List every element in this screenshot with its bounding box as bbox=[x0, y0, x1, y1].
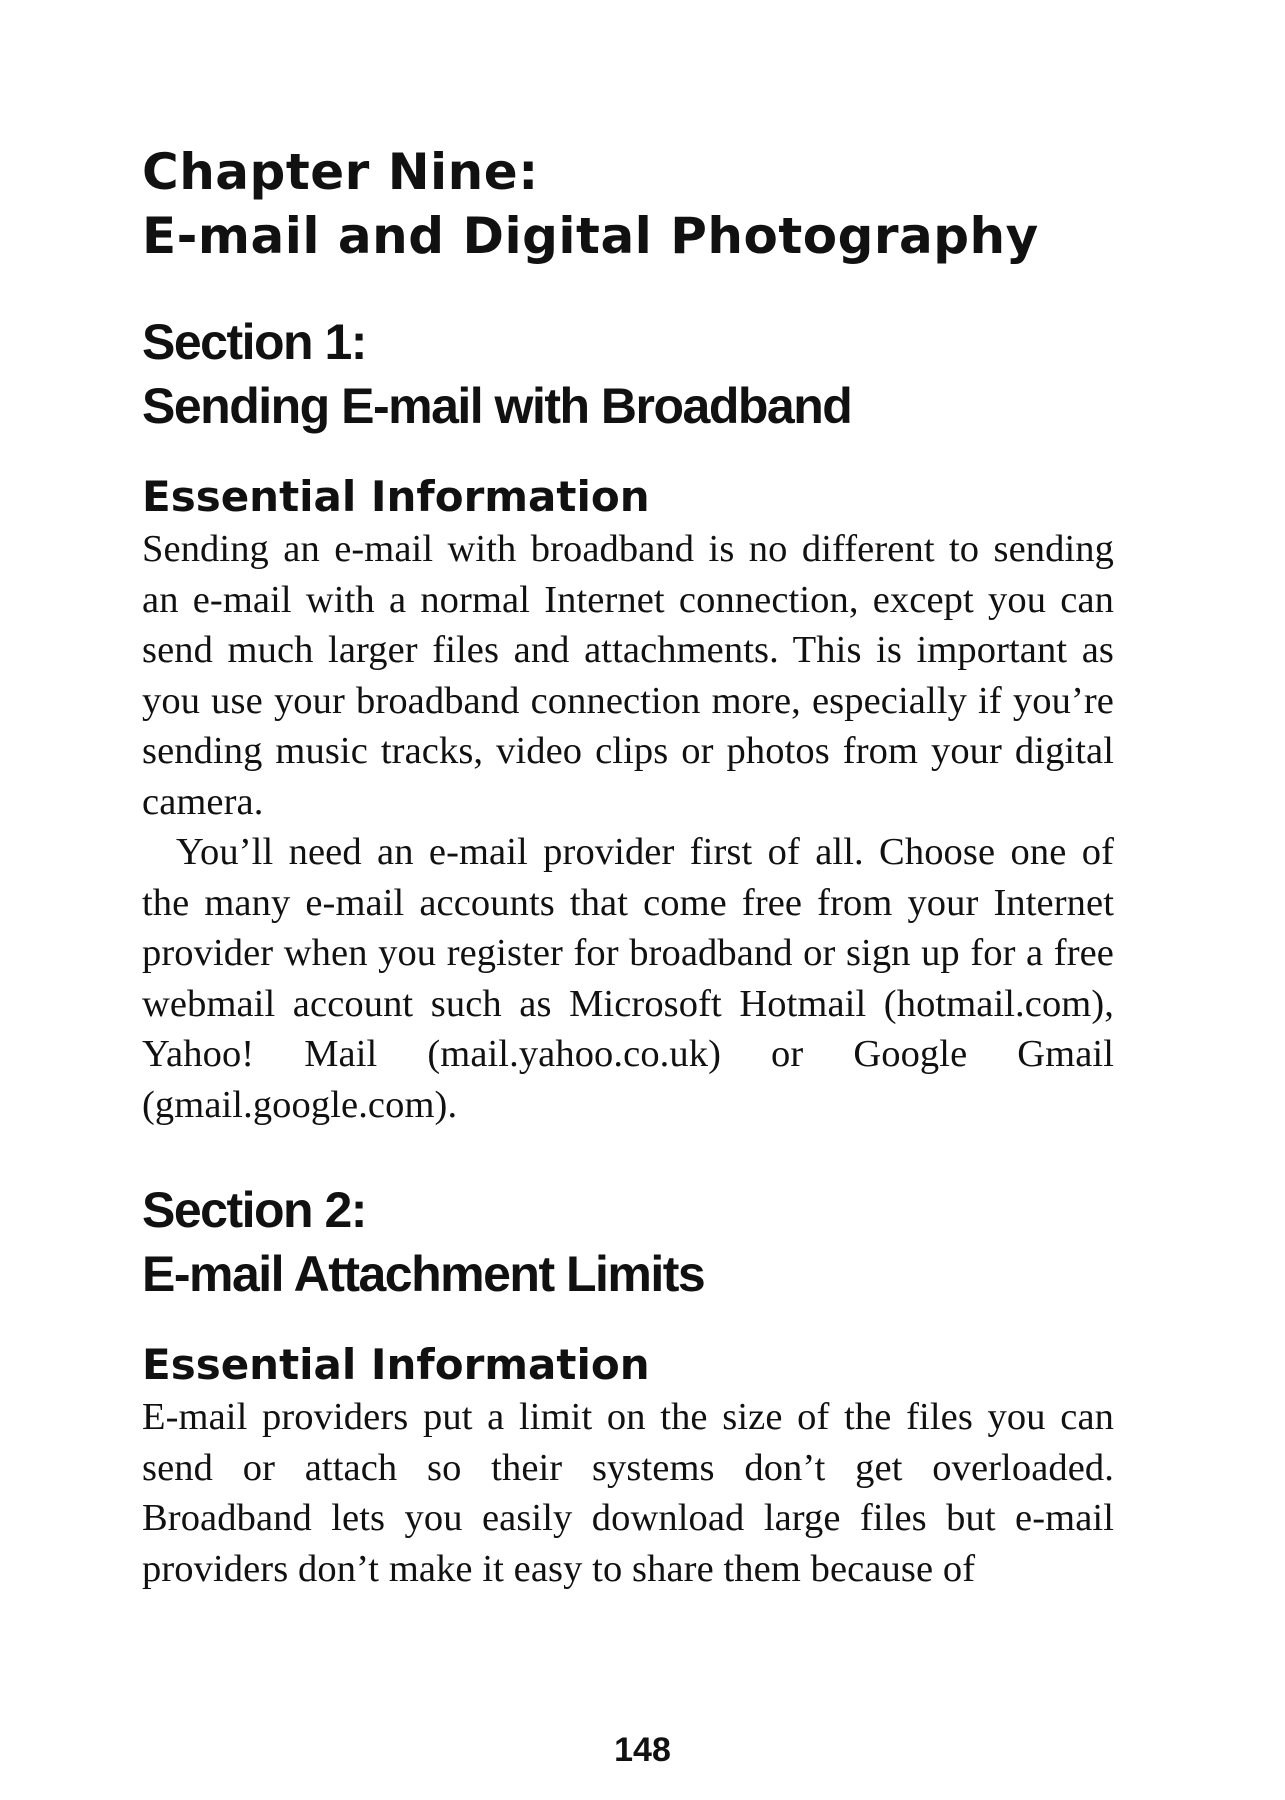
section-1-subhead: Essential Information bbox=[142, 472, 650, 521]
page-content bbox=[142, 140, 1114, 1594]
section-2-paragraph-1: E-mail providers put a limit on the size of the files you can send or attach so their systems don’t get overloaded. Broadband lets you easily download large files but e-mail providers don’t make it easy to share them because of bbox=[142, 1396, 1114, 1590]
section-2-title-line1: Section 2: bbox=[142, 1182, 366, 1238]
chapter-title-line2: E-mail and Digital Photography bbox=[142, 207, 1039, 265]
section-1-paragraph-2: You’ll need an e-mail provider first of all. Choose one of the many e-mail accounts that come free from your Internet provider when you register for broadband or sign up for a free webmail account such as Microsoft Hotmail (hotmail.com), Yahoo! Mail (mail.yahoo.co.uk) or Google Gmail (gmail.google.com). bbox=[142, 831, 1114, 1126]
section-2-title-line2: E-mail Attachment Limits bbox=[142, 1246, 705, 1302]
section-1-paragraph-1: Sending an e-mail with broadband is no different to sending an e-mail with a normal Internet connection, except you can send much larger files and attachments. This is important as you use your broadband connection more, especially if you’re sending music tracks, video clips or photos from your digital camera. bbox=[142, 528, 1114, 823]
section-2-subhead: Essential Information bbox=[142, 1340, 650, 1389]
section-1-title bbox=[142, 310, 1114, 438]
section-1-title-line2: Sending E-mail with Broadband bbox=[142, 378, 852, 434]
section-1-title-line1: Section 1: bbox=[142, 314, 366, 370]
section-2-title bbox=[142, 1178, 1114, 1306]
chapter-title bbox=[142, 140, 1114, 268]
page-number: 148 bbox=[614, 1731, 671, 1769]
chapter-title-line1: Chapter Nine: bbox=[142, 143, 539, 201]
